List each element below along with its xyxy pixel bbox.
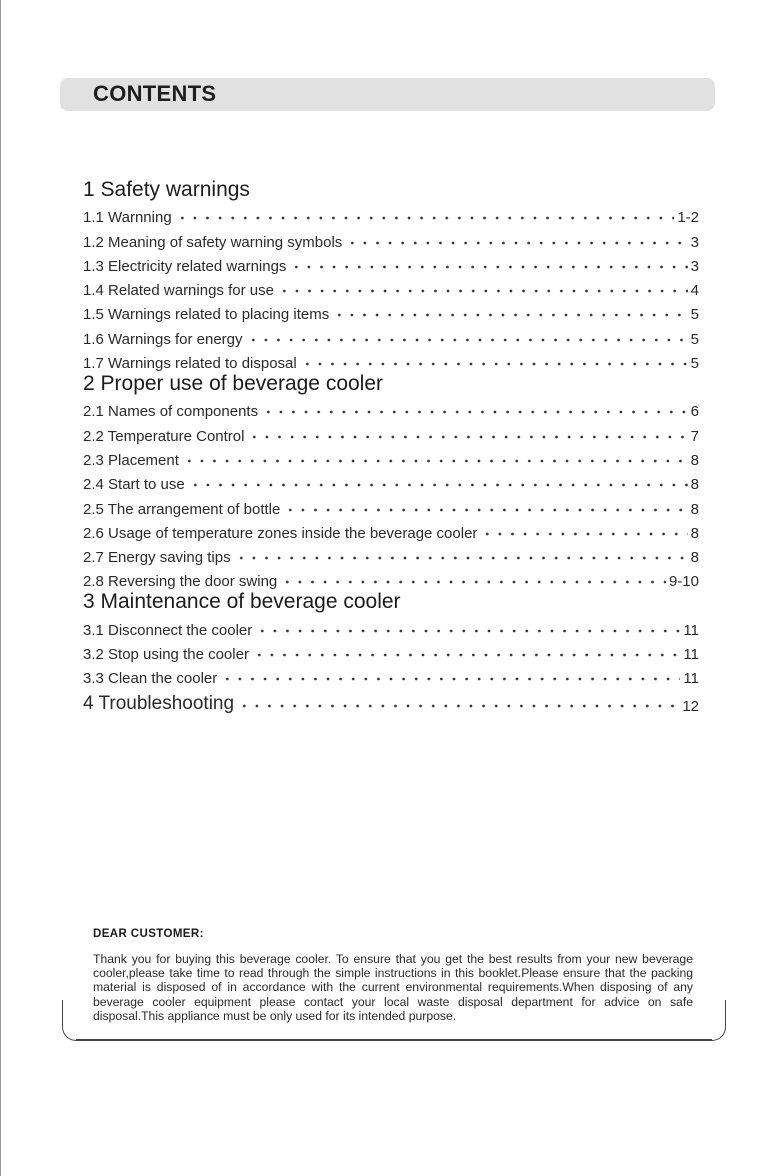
entry-page-number: 5 bbox=[690, 330, 699, 348]
toc-entry[interactable] bbox=[83, 518, 699, 542]
toc-entry[interactable] bbox=[83, 445, 699, 469]
entry-page-number: 12 bbox=[682, 698, 699, 716]
customer-note bbox=[93, 928, 693, 1023]
toc-entry-troubleshooting[interactable] bbox=[83, 687, 699, 715]
entry-page-number: 6 bbox=[690, 403, 699, 421]
entry-label: 2.2 Temperature Control bbox=[83, 427, 245, 445]
dot-leader bbox=[189, 482, 688, 488]
dot-leader bbox=[176, 215, 675, 221]
dot-leader bbox=[284, 507, 687, 513]
toc-entry[interactable] bbox=[83, 299, 699, 323]
entry-label: 3.3 Clean the cooler bbox=[83, 670, 218, 688]
toc-entry[interactable] bbox=[83, 226, 699, 250]
entry-page-number: 8 bbox=[690, 549, 699, 567]
table-of-contents bbox=[83, 178, 699, 715]
dot-leader bbox=[290, 264, 687, 270]
entry-page-number: 11 bbox=[683, 646, 699, 664]
entry-label: 4 Troubleshooting bbox=[83, 693, 235, 715]
toc-entry[interactable] bbox=[83, 493, 699, 517]
toc-entry[interactable] bbox=[83, 542, 699, 566]
dot-leader bbox=[262, 409, 688, 415]
entry-label: 2.3 Placement bbox=[83, 451, 179, 469]
entry-label: 1.5 Warnings related to placing items bbox=[83, 306, 330, 324]
entry-label: 1.7 Warnings related to disposal bbox=[83, 355, 297, 373]
toc-entry[interactable] bbox=[83, 469, 699, 493]
entry-page-number: 7 bbox=[690, 427, 699, 445]
right-bracket-decoration bbox=[711, 1000, 726, 1041]
dot-leader bbox=[248, 434, 687, 440]
dot-leader bbox=[281, 579, 666, 585]
dot-leader bbox=[333, 312, 687, 318]
left-bracket-decoration bbox=[62, 1000, 77, 1041]
entry-page-number: 8 bbox=[690, 451, 699, 469]
toc-entry[interactable] bbox=[83, 323, 699, 347]
bottom-rule bbox=[76, 1039, 712, 1041]
dot-leader bbox=[235, 555, 688, 561]
dot-leader bbox=[256, 628, 680, 634]
entry-page-number: 8 bbox=[690, 500, 699, 518]
toc-entry[interactable] bbox=[83, 663, 699, 687]
entry-label: 2.8 Reversing the door swing bbox=[83, 573, 278, 591]
entry-page-number: 8 bbox=[690, 524, 699, 542]
section-heading: 3 Maintenance of beverage cooler bbox=[83, 590, 401, 614]
toc-entry[interactable] bbox=[83, 396, 699, 420]
entry-label: 2.4 Start to use bbox=[83, 476, 185, 494]
dot-leader bbox=[481, 531, 687, 537]
toc-entry[interactable] bbox=[83, 202, 699, 226]
entry-page-number: 3 bbox=[690, 257, 699, 275]
entry-page-number: 11 bbox=[683, 670, 699, 688]
entry-label: 1.3 Electricity related warnings bbox=[83, 257, 287, 275]
dot-leader bbox=[278, 288, 688, 294]
dot-leader bbox=[221, 676, 680, 682]
entry-page-number: 3 bbox=[690, 233, 699, 251]
section-heading: 2 Proper use of beverage cooler bbox=[83, 372, 384, 396]
entry-label: 1.4 Related warnings for use bbox=[83, 282, 274, 300]
toc-entry[interactable] bbox=[83, 275, 699, 299]
toc-entry[interactable] bbox=[83, 566, 699, 590]
entry-label: 2.7 Energy saving tips bbox=[83, 549, 231, 567]
dot-leader bbox=[301, 361, 688, 367]
toc-entry[interactable] bbox=[83, 348, 699, 372]
customer-body: Thank you for buying this beverage cooler. To ensure that you get the best results from your new beverage cooler,please take time to read through the simple instructions in this booklet.Please ensure that the packing material is disposed of in accordance with the current environmental requirements.When disposing of any beverage cooler equipment please contact your local waste disposal department for advice on safe disposal.This appliance must be only used for its intended purpose. bbox=[93, 952, 693, 1023]
contents-title-bar bbox=[60, 78, 715, 111]
toc-entry[interactable] bbox=[83, 420, 699, 444]
entry-page-number: 1-2 bbox=[677, 209, 699, 227]
entry-page-number: 5 bbox=[690, 355, 699, 373]
entry-page-number: 11 bbox=[683, 621, 699, 639]
entry-page-number: 9-10 bbox=[668, 573, 699, 591]
customer-heading: DEAR CUSTOMER: bbox=[93, 928, 204, 940]
entry-page-number: 5 bbox=[690, 306, 699, 324]
toc-entry[interactable] bbox=[83, 614, 699, 638]
entry-label: 2.5 The arrangement of bottle bbox=[83, 500, 281, 518]
entry-label: 2.6 Usage of temperature zones inside the beverage cooler bbox=[83, 524, 478, 542]
toc-entry[interactable] bbox=[83, 251, 699, 275]
section-heading: 1 Safety warnings bbox=[83, 178, 250, 201]
page-edge bbox=[0, 0, 1, 1176]
dot-leader bbox=[238, 703, 679, 709]
entry-label: 2.1 Names of components bbox=[83, 403, 259, 421]
entry-page-number: 8 bbox=[690, 476, 699, 494]
dot-leader bbox=[247, 337, 688, 343]
page-title: CONTENTS bbox=[93, 81, 217, 106]
entry-label: 1.1 Warnning bbox=[83, 209, 172, 227]
entry-page-number: 4 bbox=[690, 282, 699, 300]
entry-label: 1.2 Meaning of safety warning symbols bbox=[83, 233, 343, 251]
entry-label: 3.2 Stop using the cooler bbox=[83, 646, 249, 664]
entry-label: 1.6 Warnings for energy bbox=[83, 330, 243, 348]
dot-leader bbox=[253, 652, 680, 658]
dot-leader bbox=[183, 458, 688, 464]
toc-entry[interactable] bbox=[83, 639, 699, 663]
dot-leader bbox=[346, 240, 687, 246]
entry-label: 3.1 Disconnect the cooler bbox=[83, 621, 253, 639]
